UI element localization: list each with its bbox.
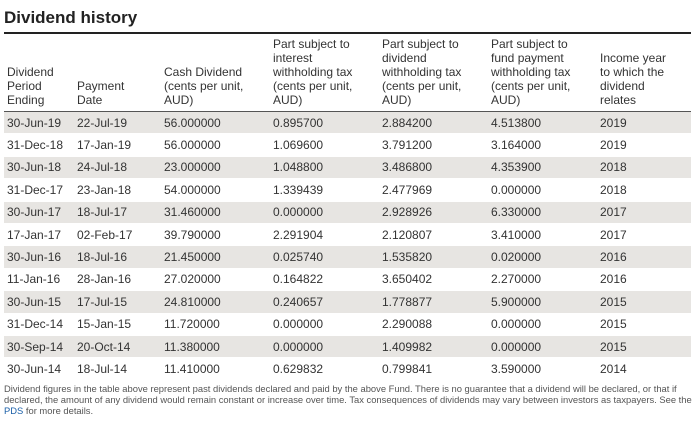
column-header-line: fund payment: [491, 51, 564, 65]
table-cell: 2.290088: [379, 313, 488, 335]
table-cell: 2015: [597, 335, 691, 357]
table-cell: 20-Oct-14: [74, 335, 161, 357]
footnote-text-end: for more details.: [23, 405, 94, 416]
table-cell: 2019: [597, 134, 691, 156]
table-cell: 0.000000: [270, 335, 379, 357]
table-cell: 3.410000: [488, 223, 597, 245]
column-header-line: to which the: [600, 65, 665, 79]
table-cell: 2.477969: [379, 179, 488, 201]
table-cell: 18-Jul-14: [74, 358, 161, 380]
table-cell: 11.410000: [161, 358, 270, 380]
table-row: [4, 179, 691, 201]
table-cell: 2.120807: [379, 223, 488, 245]
table-cell: 31-Dec-17: [4, 179, 74, 201]
table-cell: 18-Jul-16: [74, 246, 161, 268]
column-header-line: Part subject to: [491, 37, 568, 51]
column-header-line: relates: [600, 93, 637, 107]
dividend-table: [4, 35, 691, 381]
table-cell: 2016: [597, 246, 691, 268]
table-cell: 21.450000: [161, 246, 270, 268]
column-header: [597, 35, 691, 112]
table-cell: 2018: [597, 156, 691, 178]
column-header-line: Cash Dividend: [164, 65, 243, 79]
table-cell: 2014: [597, 358, 691, 380]
table-cell: 2017: [597, 201, 691, 223]
table-cell: 3.486800: [379, 156, 488, 178]
column-header-line: withholding tax: [382, 65, 462, 79]
column-header: [270, 35, 379, 112]
table-cell: 24-Jul-18: [74, 156, 161, 178]
column-header-line: Part subject to: [382, 37, 459, 51]
table-cell: 6.330000: [488, 201, 597, 223]
table-row: [4, 335, 691, 357]
table-cell: 1.778877: [379, 291, 488, 313]
table-cell: 1.535820: [379, 246, 488, 268]
table-cell: 22-Jul-19: [74, 112, 161, 134]
table-row: [4, 134, 691, 156]
column-header-line: AUD): [382, 93, 412, 107]
table-cell: 0.895700: [270, 112, 379, 134]
footnote-text: Dividend figures in the table above represent past dividends declared and paid by the above Fund. There is no guarantee that a dividend will be declared, or that if declared, the amount of any dividend would remain constant or increase over time. Tax consequences of dividends may vary between investors as taxpayers. See the: [4, 383, 692, 405]
table-cell: 4.353900: [488, 156, 597, 178]
table-row: [4, 201, 691, 223]
table-cell: 30-Jun-16: [4, 246, 74, 268]
table-cell: 1.048800: [270, 156, 379, 178]
table-cell: 11.720000: [161, 313, 270, 335]
table-cell: 3.650402: [379, 268, 488, 290]
table-cell: 0.000000: [488, 335, 597, 357]
title-divider: [4, 32, 691, 34]
column-header-line: AUD): [491, 93, 521, 107]
table-cell: 1.339439: [270, 179, 379, 201]
section-title: Dividend history: [4, 8, 138, 27]
column-header-line: (cents per unit,: [164, 79, 244, 93]
table-cell: 4.513800: [488, 112, 597, 134]
footnote: [4, 383, 694, 416]
table-cell: 3.590000: [488, 358, 597, 380]
table-cell: 1.409982: [379, 335, 488, 357]
table-cell: 2019: [597, 112, 691, 134]
table-cell: 31.460000: [161, 201, 270, 223]
table-cell: 2017: [597, 223, 691, 245]
table-cell: 15-Jan-15: [74, 313, 161, 335]
table-cell: 3.164000: [488, 134, 597, 156]
table-cell: 28-Jan-16: [74, 268, 161, 290]
table-cell: 31-Dec-18: [4, 134, 74, 156]
table-cell: 2.270000: [488, 268, 597, 290]
table-header-row: [4, 35, 691, 112]
table-cell: 56.000000: [161, 112, 270, 134]
table-cell: 17-Jan-17: [4, 223, 74, 245]
column-header-line: (cents per unit,: [273, 79, 353, 93]
table-cell: 18-Jul-17: [74, 201, 161, 223]
column-header: [161, 35, 270, 112]
table-cell: 0.000000: [488, 313, 597, 335]
table-cell: 11.380000: [161, 335, 270, 357]
table-cell: 2.291904: [270, 223, 379, 245]
table-cell: 27.020000: [161, 268, 270, 290]
table-cell: 54.000000: [161, 179, 270, 201]
table-cell: 0.000000: [270, 201, 379, 223]
table-cell: 30-Jun-15: [4, 291, 74, 313]
column-header: [74, 35, 161, 112]
table-cell: 39.790000: [161, 223, 270, 245]
table-cell: 2016: [597, 268, 691, 290]
table-cell: 23-Jan-18: [74, 179, 161, 201]
table-cell: 0.799841: [379, 358, 488, 380]
table-row: [4, 156, 691, 178]
table-cell: 23.000000: [161, 156, 270, 178]
table-cell: 2015: [597, 313, 691, 335]
column-header-line: Date: [77, 93, 103, 107]
table-cell: 2015: [597, 291, 691, 313]
column-header: [379, 35, 488, 112]
table-cell: 17-Jan-19: [74, 134, 161, 156]
table-cell: 17-Jul-15: [74, 291, 161, 313]
table-row: [4, 246, 691, 268]
column-header-line: Period: [7, 79, 42, 93]
column-header-line: Payment: [77, 79, 125, 93]
table-cell: 0.025740: [270, 246, 379, 268]
table-cell: 11-Jan-16: [4, 268, 74, 290]
table-cell: 1.069600: [270, 134, 379, 156]
pds-link[interactable]: PDS: [4, 405, 24, 416]
column-header-line: AUD): [164, 93, 194, 107]
table-cell: 2.884200: [379, 112, 488, 134]
table-cell: 0.000000: [270, 313, 379, 335]
column-header-line: interest: [273, 51, 313, 65]
column-header-line: dividend: [382, 51, 427, 65]
table-cell: 30-Jun-19: [4, 112, 74, 134]
column-header-line: (cents per unit,: [491, 79, 571, 93]
table-cell: 0.240657: [270, 291, 379, 313]
column-header-line: dividend: [600, 79, 645, 93]
column-header-line: withholding tax: [273, 65, 353, 79]
table-cell: 5.900000: [488, 291, 597, 313]
table-cell: 0.000000: [488, 179, 597, 201]
table-cell: 2018: [597, 179, 691, 201]
table-row: [4, 358, 691, 380]
column-header: [488, 35, 597, 112]
table-cell: 30-Jun-18: [4, 156, 74, 178]
table-cell: 31-Dec-14: [4, 313, 74, 335]
table-row: [4, 291, 691, 313]
table-cell: 0.629832: [270, 358, 379, 380]
table-body: [4, 112, 691, 381]
table-row: [4, 268, 691, 290]
table-cell: 02-Feb-17: [74, 223, 161, 245]
table-cell: 56.000000: [161, 134, 270, 156]
table-cell: 0.020000: [488, 246, 597, 268]
table-cell: 24.810000: [161, 291, 270, 313]
column-header-line: Dividend: [7, 65, 54, 79]
table-cell: 30-Sep-14: [4, 335, 74, 357]
table-cell: 3.791200: [379, 134, 488, 156]
table-cell: 0.164822: [270, 268, 379, 290]
column-header-line: withholding tax: [491, 65, 571, 79]
table-row: [4, 112, 691, 134]
column-header-line: AUD): [273, 93, 303, 107]
column-header-line: Ending: [7, 93, 45, 107]
column-header: [4, 35, 74, 112]
table-row: [4, 313, 691, 335]
table-cell: 2.928926: [379, 201, 488, 223]
column-header-line: Income year: [600, 51, 667, 65]
table-row: [4, 223, 691, 245]
table-cell: 30-Jun-17: [4, 201, 74, 223]
table-cell: 30-Jun-14: [4, 358, 74, 380]
column-header-line: (cents per unit,: [382, 79, 462, 93]
column-header-line: Part subject to: [273, 37, 350, 51]
